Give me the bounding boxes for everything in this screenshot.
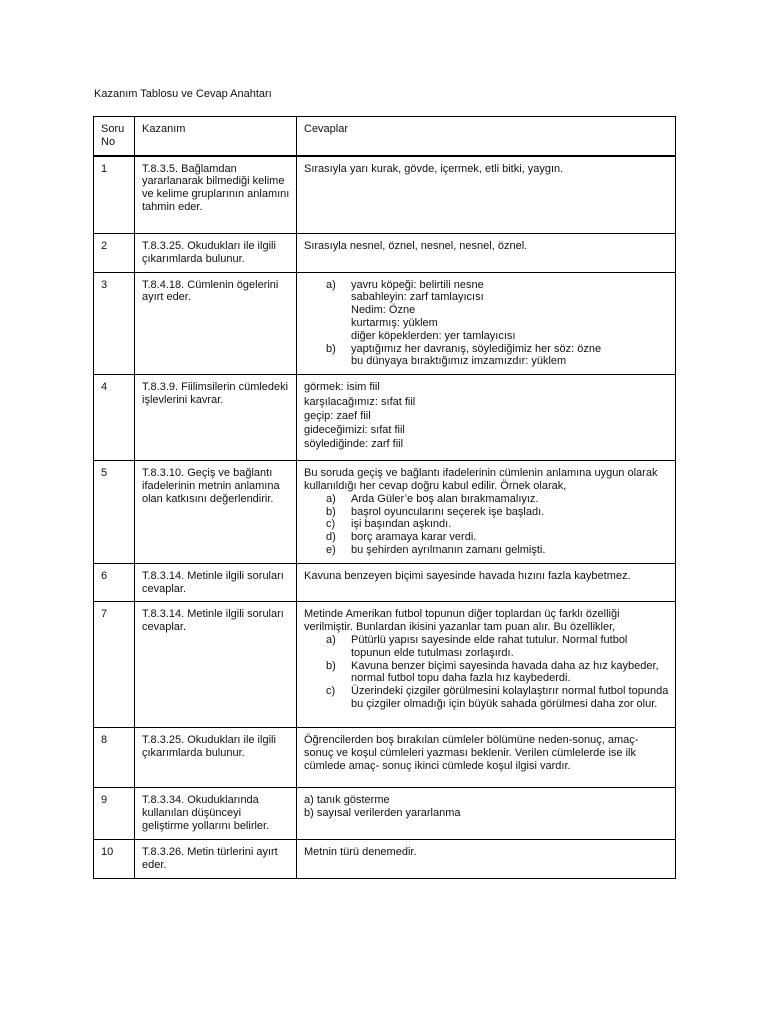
row-cevap (297, 375, 676, 461)
row-cevap: Sırasıyla nesnel, öznel, nesnel, nesnel, öznel. (297, 234, 676, 273)
list-item (304, 634, 669, 660)
table-row (94, 375, 676, 461)
row-cevap (297, 272, 676, 375)
answer-line: kurtarmış: yüklem (351, 317, 438, 330)
header-soru-no: Soru No (94, 117, 135, 156)
answer-line: yavru köpeği: belirtili nesne (351, 278, 484, 291)
row-cevap: Kavuna benzeyen biçimi sayesinde havada hızını fazla kaybetmez. (297, 563, 676, 602)
list-marker: d) (326, 531, 336, 544)
answer-line: Pütürlü yapısı sayesinde elde rahat tutulur. Normal futbol topunun elde tutulması zorlaşırdı. (351, 634, 628, 659)
table-row (94, 788, 676, 839)
list-item (304, 685, 669, 711)
answer-key-table (93, 116, 676, 879)
row-cevap: Metnin türü denemedir. (297, 839, 676, 878)
answer-list (304, 634, 669, 711)
row-number: 3 (94, 272, 135, 375)
answer-intro: Metinde Amerikan futbol topunun diğer toplardan üç farklı özelliği verilmiştir. Bunlardan ikisini yazanlar tam puan alır. Bu özellikler, (304, 608, 620, 634)
list-marker: a) (326, 278, 336, 291)
list-item (304, 506, 669, 519)
answer-line: bu dünyaya bıraktığımız imzamızdır: yüklem (351, 355, 567, 368)
list-marker: b) (326, 342, 336, 355)
answer-line: Üzerindeki çizgiler görülmesini kolaylaştırır normal futbol topunda bu çizgiler olmadığı için büyük sahada görülmesi daha zor olur. (351, 685, 669, 711)
answer-list (304, 493, 669, 557)
answer-list (304, 279, 669, 369)
list-marker: c) (326, 685, 336, 698)
answer-line: gideceğimizi: sıfat fiil (304, 424, 405, 437)
table-row (94, 839, 676, 878)
header-cevaplar: Cevaplar (297, 117, 676, 156)
answer-line: Nedim: Özne (351, 304, 416, 317)
table-row (94, 156, 676, 234)
list-marker: a) (326, 492, 336, 505)
row-kazanim: T.8.3.5. Bağlamdan yararlanarak bilmediği kelime ve kelime gruplarının anlamını tahmin eder. (135, 156, 297, 234)
list-item (304, 343, 669, 369)
row-kazanim: T.8.3.34. Okuduklarında kullanılan düşünceyi geliştirme yollarını belirler. (135, 788, 297, 839)
answer-line: sabahleyin: zarf tamlayıcısı (351, 291, 484, 304)
answer-line: Kavuna benzer biçimi sayesinda havada daha az hız kaybeder, normal futbol topu daha fazla hız kaybederdi. (351, 659, 659, 685)
answer-line: yaptığımız her davranış, söylediğimiz her söz: özne (351, 342, 602, 355)
table-row (94, 602, 676, 728)
list-marker: c) (326, 518, 336, 531)
list-item (304, 518, 669, 531)
answer-line: b) sayısal verilerden yararlanma (304, 807, 461, 820)
answer-line: geçip: zaef fiil (304, 409, 371, 422)
row-number: 6 (94, 563, 135, 602)
answer-line: bu şehirden ayrılmanın zamanı gelmişti. (351, 544, 546, 557)
list-marker: b) (326, 659, 336, 672)
answer-line: işi başından aşkındı. (351, 518, 452, 531)
list-marker: a) (326, 634, 336, 647)
row-kazanim: T.8.3.25. Okudukları ile ilgili çıkarımlarda bulunur. (135, 234, 297, 273)
row-kazanim: T.8.3.25. Okudukları ile ilgili çıkarımlarda bulunur. (135, 728, 297, 788)
row-kazanim: T.8.3.14. Metinle ilgili soruları cevaplar. (135, 563, 297, 602)
answer-line: borç aramaya karar verdi. (351, 531, 477, 544)
table-row (94, 728, 676, 788)
row-number: 8 (94, 728, 135, 788)
row-kazanim: T.8.3.26. Metin türlerini ayırt eder. (135, 839, 297, 878)
row-kazanim: T.8.3.10. Geçiş ve bağlantı ifadelerinin metnin anlamına olan katkısını değerlendirir. (135, 461, 297, 564)
table-row (94, 272, 676, 375)
list-marker: e) (326, 544, 336, 557)
table-header-row (94, 117, 676, 156)
answer-line: görmek: isim fiil (304, 381, 380, 394)
row-cevap: Sırasıyla yarı kurak, gövde, içermek, etli bitki, yaygın. (297, 156, 676, 234)
row-number: 1 (94, 156, 135, 234)
list-item (304, 279, 669, 343)
header-kazanim: Kazanım (135, 117, 297, 156)
answer-line: söylediğinde: zarf fiil (304, 438, 404, 451)
row-number: 4 (94, 375, 135, 461)
row-cevap (297, 788, 676, 839)
document-title: Kazanım Tablosu ve Cevap Anahtarı (94, 88, 272, 100)
table-row (94, 563, 676, 602)
row-kazanim: T.8.3.9. Fiilimsilerin cümledeki işlevlerini kavrar. (135, 375, 297, 461)
answer-intro: Bu soruda geçiş ve bağlantı ifadelerinin cümlenin anlamına uygun olarak kullanıldığı her cevap doğru kabul edilir. Örnek olarak, (304, 467, 658, 493)
row-cevap (297, 602, 676, 728)
answer-line: Arda Güler’e boş alan bırakmamalıyız. (351, 492, 539, 505)
row-cevap: Öğrencilerden boş bırakılan cümleler bölümüne neden-sonuç, amaç- sonuç ve koşul cümleleri yazması beklenir. Verilen cümlelerde ise ilk cümlede amaç- sonuç ikinci cümlede koşul ilgisi vardır. (297, 728, 676, 788)
row-kazanim: T.8.4.18. Cümlenin ögelerini ayırt eder. (135, 272, 297, 375)
list-item (304, 544, 669, 557)
list-marker: b) (326, 505, 336, 518)
row-kazanim: T.8.3.14. Metinle ilgili soruları cevaplar. (135, 602, 297, 728)
row-number: 5 (94, 461, 135, 564)
row-number: 9 (94, 788, 135, 839)
answer-line: a) tanık gösterme (304, 794, 390, 807)
list-item (304, 660, 669, 686)
row-number: 7 (94, 602, 135, 728)
answer-line: başrol oyuncularını seçerek işe başladı. (351, 505, 545, 518)
answer-line: karşılacağımız: sıfat fiil (304, 395, 416, 408)
table-row (94, 461, 676, 564)
list-item (304, 531, 669, 544)
answer-line: diğer köpeklerden: yer tamlayıcısı (351, 329, 516, 342)
row-number: 2 (94, 234, 135, 273)
row-cevap (297, 461, 676, 564)
table-row (94, 234, 676, 273)
row-number: 10 (94, 839, 135, 878)
list-item (304, 493, 669, 506)
